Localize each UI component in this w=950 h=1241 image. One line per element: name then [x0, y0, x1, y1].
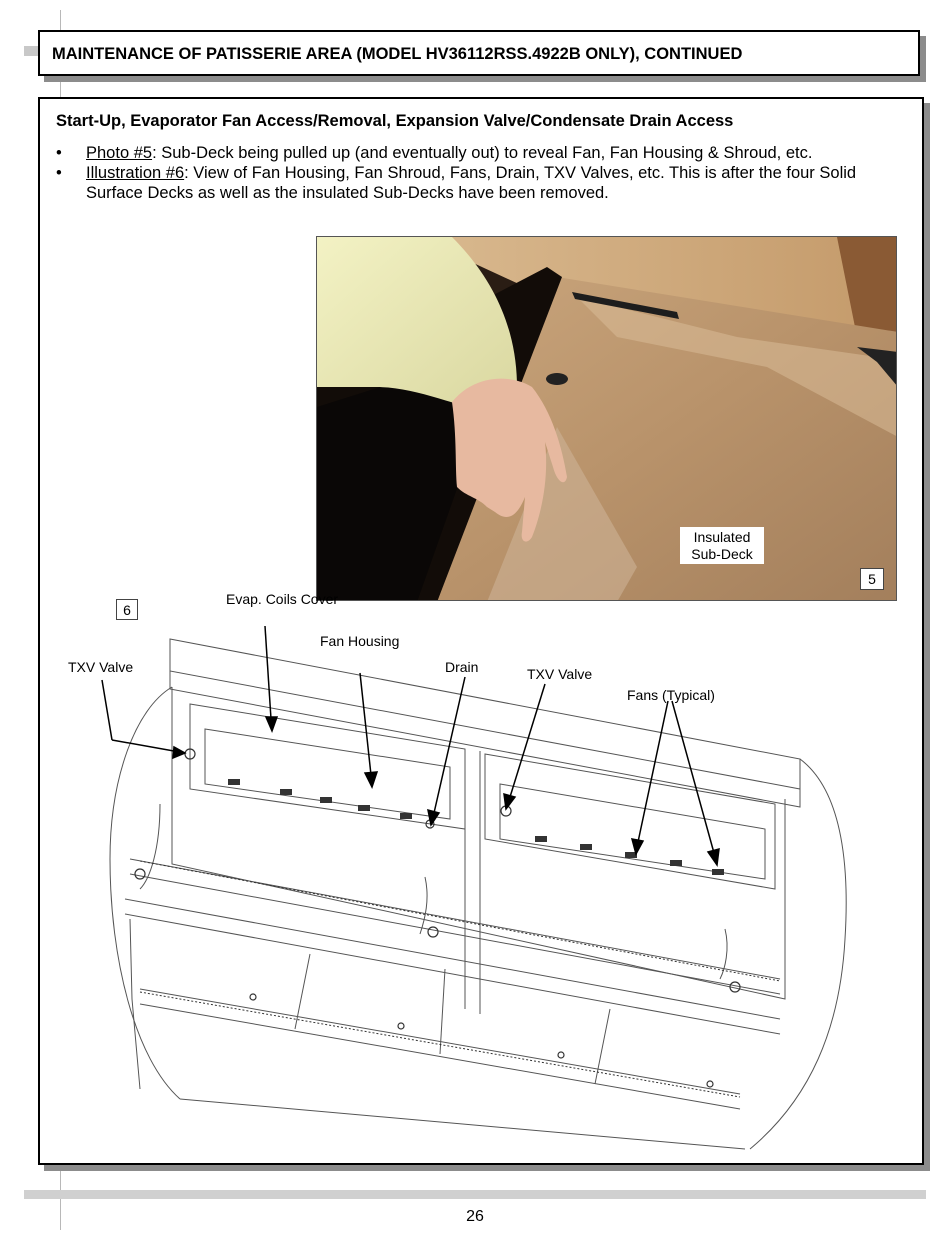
- bullet-dot: •: [56, 144, 62, 162]
- header-box: [38, 30, 920, 76]
- insulated-sub-deck-label: Insulated Sub-Deck: [680, 527, 764, 564]
- illustration-reference: Illustration #6: [86, 164, 185, 182]
- footer-bar: [24, 1190, 926, 1199]
- illustration-case-drawing: [40, 99, 926, 1167]
- section-title: Start-Up, Evaporator Fan Access/Removal, Expansion Valve/Condensate Drain Access: [56, 112, 734, 130]
- callout-txv-valve-left: TXV Valve: [68, 659, 134, 675]
- callout-txv-valve-right: TXV Valve: [527, 666, 593, 682]
- main-content-box: [38, 97, 924, 1165]
- callout-drain: Drain: [445, 659, 479, 675]
- bullet-text: : Sub-Deck being pulled up (and eventually out) to reveal Fan, Fan Housing & Shroud, etc.: [152, 144, 813, 162]
- photo-reference: Photo #5: [86, 144, 153, 162]
- page-title: MAINTENANCE OF PATISSERIE AREA (MODEL HV36112RSS.4922B ONLY), CONTINUED: [52, 45, 743, 63]
- callout-fans-typical: Fans (Typical): [627, 687, 715, 703]
- photo-number: 5: [860, 568, 884, 590]
- callout-evap-coils-cover: Evap. Coils Cover: [226, 591, 339, 607]
- bullet-text: : View of Fan Housing, Fan Shroud, Fans, Drain, TXV Valves, etc. This is after the four Solid Surface Decks as well as the insulated Sub-Decks have been removed.: [86, 164, 857, 202]
- callout-fan-housing: Fan Housing: [320, 633, 400, 649]
- illustration-number: 6: [116, 599, 138, 620]
- page-number: 26: [466, 1208, 484, 1225]
- bullet-dot: •: [56, 164, 62, 182]
